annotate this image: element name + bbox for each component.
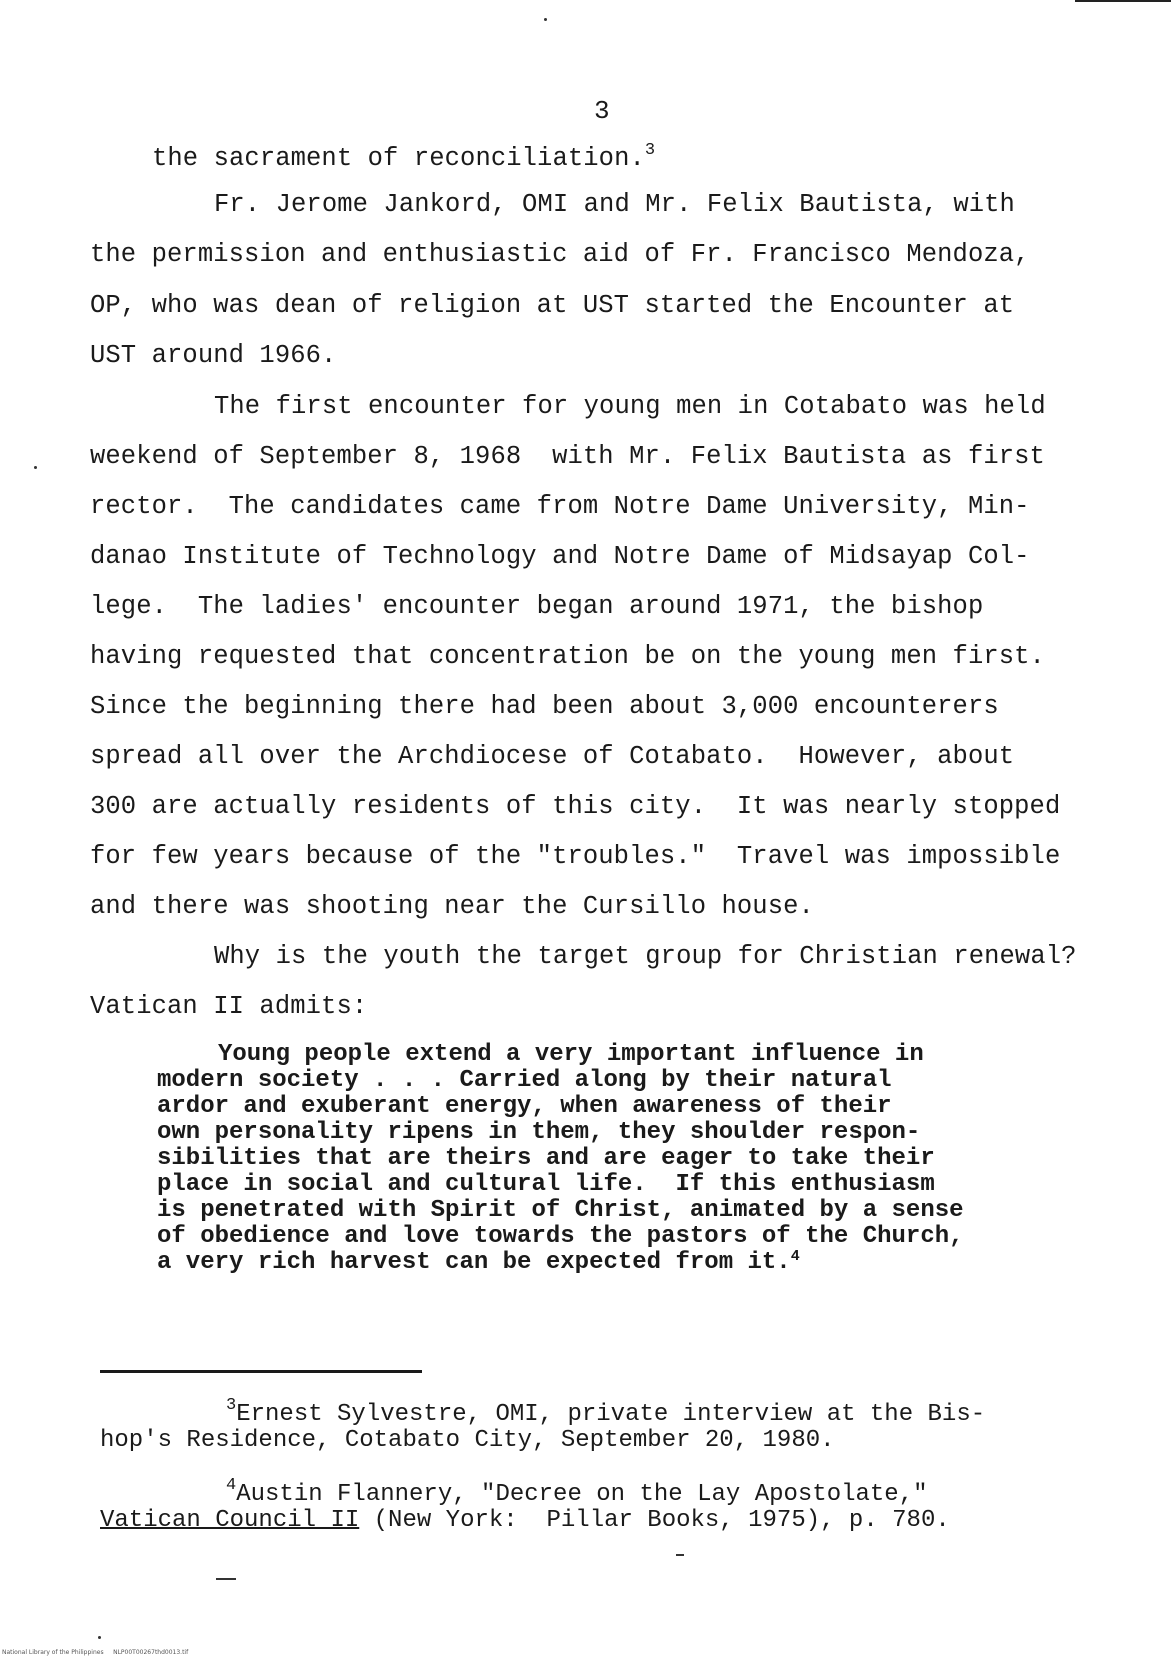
quote-line: own personality ripens in them, they shoulder respon-: [157, 1119, 921, 1146]
scan-speck: [98, 1636, 101, 1639]
footnote-3-marker: 3: [226, 1396, 237, 1415]
body-line: OP, who was dean of religion at UST started the Encounter at: [90, 291, 1015, 320]
footnote-ref-4: 4: [790, 1248, 800, 1265]
scan-speck: [676, 1554, 684, 1556]
footnote-4-marker: 4: [226, 1476, 237, 1495]
quote-line: is penetrated with Spirit of Christ, animated by a sense: [157, 1197, 964, 1224]
body-line: danao Institute of Technology and Notre Dame of Midsayap Col-: [90, 542, 1030, 571]
quote-line: of obedience and love towards the pastors of the Church,: [157, 1223, 964, 1250]
scan-edge-mark: [1075, 0, 1171, 2]
body-line: the permission and enthusiastic aid of Fr. Francisco Mendoza,: [90, 240, 1030, 269]
body-line: lege. The ladies' encounter began around 1971, the bishop: [90, 592, 984, 621]
quote-line: ardor and exuberant energy, when awareness of their: [157, 1093, 892, 1120]
body-line: for few years because of the "troubles." Travel was impossible: [90, 842, 1061, 871]
body-line: Fr. Jerome Jankord, OMI and Mr. Felix Bautista, with: [214, 190, 1015, 219]
body-line: weekend of September 8, 1968 with Mr. Felix Bautista as first: [90, 442, 1045, 471]
body-line: and there was shooting near the Cursillo house.: [90, 892, 814, 921]
footnote-4-cont: Vatican Council II (New York: Pillar Books, 1975), p. 780.: [100, 1507, 950, 1534]
scan-speck: [544, 18, 547, 21]
quote-line: place in social and cultural life. If this enthusiasm: [157, 1171, 935, 1198]
body-line: Vatican II admits:: [90, 992, 368, 1021]
body-line: 300 are actually residents of this city. It was nearly stopped: [90, 792, 1061, 821]
archive-footer: National Library of the Philippines NLP00T00267thd0013.tif: [2, 1649, 189, 1656]
quote-line: sibilities that are theirs and are eager to take their: [157, 1145, 935, 1172]
page-number: 3: [594, 96, 610, 126]
body-line: having requested that concentration be on the young men first.: [90, 642, 1045, 671]
scan-speck: [216, 1578, 236, 1580]
body-line: the sacrament of reconciliation.$^3$: [152, 141, 656, 173]
body-line: UST around 1966.: [90, 341, 337, 370]
body-line: The first encounter for young men in Cotabato was held: [214, 392, 1046, 421]
quote-line: a very rich harvest can be expected from it.$^4$: [157, 1248, 800, 1276]
footnote-3: $^3$Ernest Sylvestre, OMI, private interview at the Bis-: [226, 1396, 986, 1428]
body-line: Why is the youth the target group for Christian renewal?: [214, 942, 1077, 971]
footnote-3-cont: hop's Residence, Cotabato City, September 20, 1980.: [100, 1427, 835, 1454]
body-line: spread all over the Archdiocese of Cotabato. However, about: [90, 742, 1015, 771]
quote-line: Young people extend a very important influence in: [218, 1041, 924, 1068]
scan-speck: [34, 466, 37, 469]
footnote-rule: [100, 1370, 422, 1373]
footnote-4: $^4$Austin Flannery, "Decree on the Lay Apostolate,": [226, 1476, 928, 1508]
quote-line: modern society . . . Carried along by their natural: [157, 1067, 892, 1094]
book-title: Vatican Council II: [100, 1507, 360, 1534]
body-line: Since the beginning there had been about 3,000 encounterers: [90, 692, 999, 721]
body-line: rector. The candidates came from Notre Dame University, Min-: [90, 492, 1030, 521]
footnote-ref-3: 3: [644, 141, 656, 160]
